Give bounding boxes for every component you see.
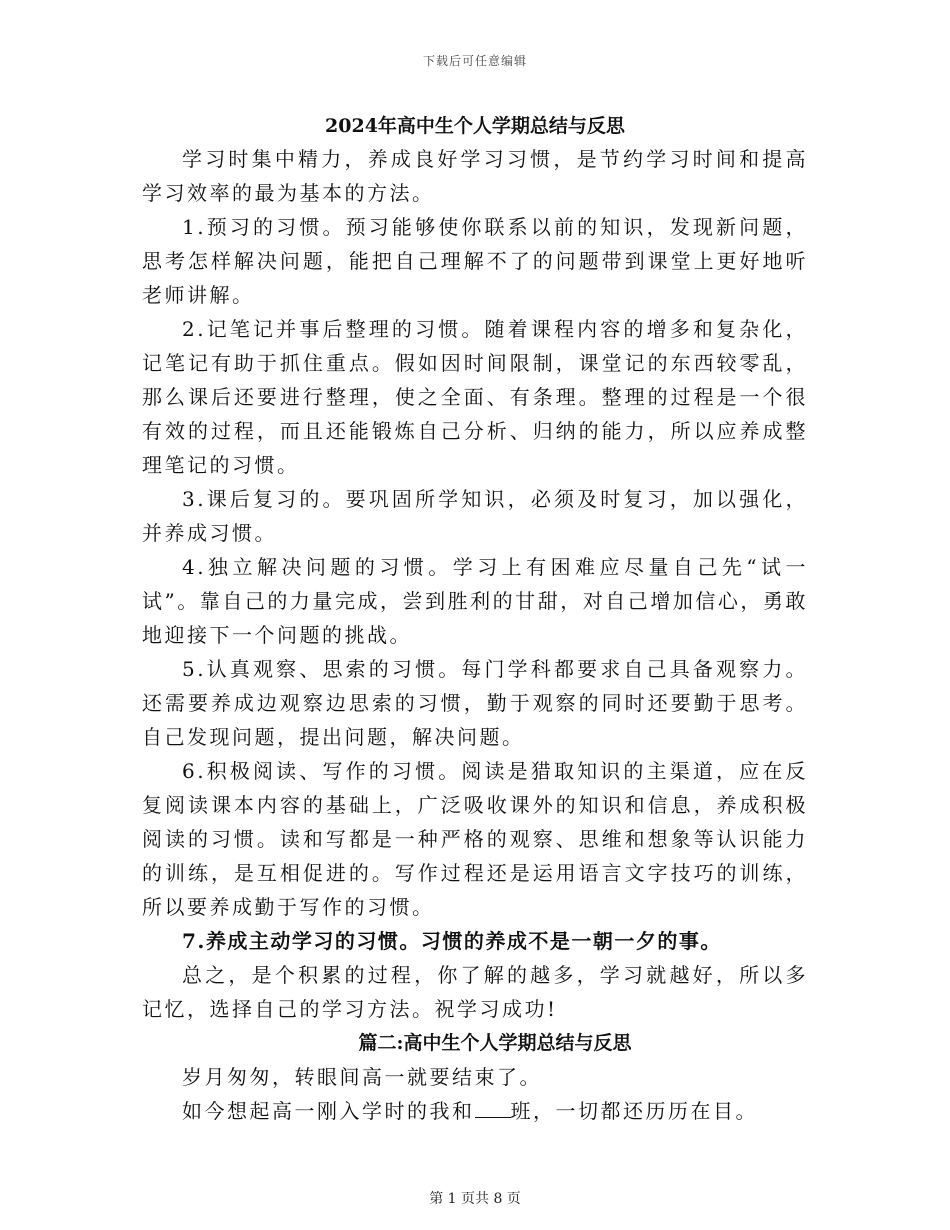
paragraph-habit-2: 2.记笔记并事后整理的习惯。随着课程内容的增多和复杂化，记笔记有助于抓住重点。假如因时间限制，课堂记的东西较零乱，那么课后还要进行整理，使之全面、有条理。整理的过程是一个很有效的过程，而且还能锻炼自己分析、归纳的能力，所以应养成整理笔记的习惯。 [142, 317, 808, 477]
section2-paragraph-1: 岁月匆匆，转眼间高一就要结束了。 [182, 1065, 542, 1089]
page-header-note: 下载后可任意编辑 [422, 54, 527, 68]
section2-paragraph-2 [142, 1094, 808, 1128]
paragraph-habit-1: 1.预习的习惯。预习能够使你联系以前的知识，发现新问题，思考怎样解决问题，能把自己理解不了的问题带到课堂上更好地听老师讲解。 [142, 215, 808, 307]
fill-in-blank [475, 1099, 511, 1118]
document-title: 2024年高中生个人学期总结与反思 [325, 115, 625, 137]
document-body [142, 110, 808, 1128]
page-number: 第 1 页共 8 页 [429, 1191, 521, 1207]
paragraph-habit-4: 4.独立解决问题的习惯。学习上有困难应尽量自己先“试一试”。靠自己的力量完成，尝到胜利的甘甜，对自己增加信心，勇敢地迎接下一个问题的挑战。 [142, 555, 808, 647]
paragraph-habit-6: 6.积极阅读、写作的习惯。阅读是猎取知识的主渠道，应在反复阅读课本内容的基础上，广泛吸收课外的知识和信息，养成积极阅读的习惯。读和写都是一种严格的观察、思维和想象等认识能力的训练，是互相促进的。写作过程还是运用语言文字技巧的训练，所以要养成勤于写作的习惯。 [142, 759, 808, 919]
section2-title: 篇二:高中生个人学期总结与反思 [358, 1032, 632, 1054]
paragraph-habit-5: 5.认真观察、思索的习惯。每门学科都要求自己具备观察力。还需要养成边观察边思索的习惯，勤于观察的同时还要勤于思考。自己发现问题，提出问题，解决问题。 [142, 657, 808, 749]
paragraph-conclusion: 总之，是个积累的过程，你了解的越多，学习就越好，所以多记忆，选择自己的学习方法。祝学习成功! [142, 963, 808, 1021]
paragraph-intro: 学习时集中精力，养成良好学习习惯，是节约学习时间和提高学习效率的最为基本的方法。 [142, 147, 808, 205]
section2-paragraph-2-end: 班，一切都还历历在目。 [510, 1099, 758, 1123]
section2-paragraph-2-start: 如今想起高一刚入学时的我和 [182, 1099, 475, 1123]
paragraph-habit-7: 7.养成主动学习的习惯。习惯的养成不是一朝一夕的事。 [182, 929, 722, 953]
paragraph-habit-3: 3.课后复习的。要巩固所学知识，必须及时复习，加以强化，并养成习惯。 [142, 487, 808, 545]
